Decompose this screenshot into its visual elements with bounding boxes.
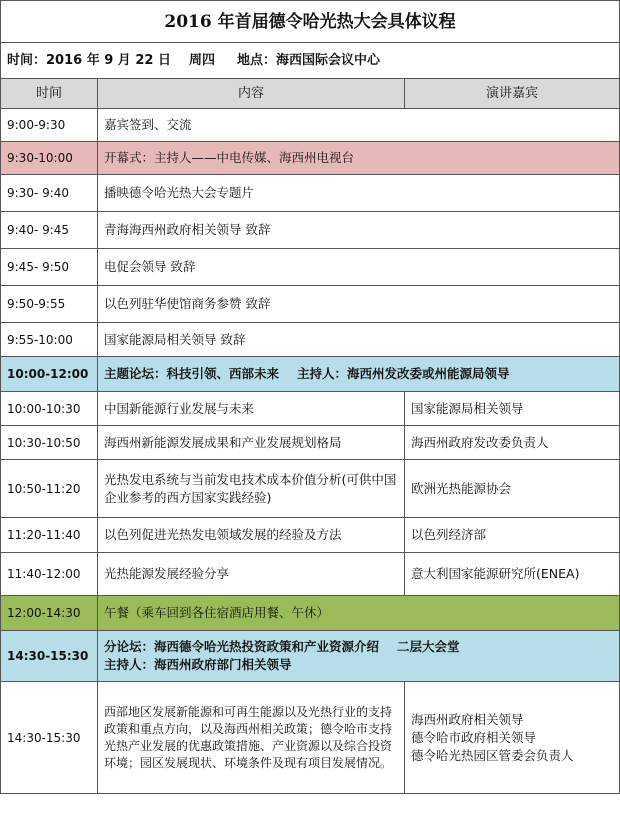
row-time: 9:00-9:30 (1, 109, 98, 142)
talk-content: 以色列促进光热发电领域发展的经验及方法 (98, 518, 405, 553)
row-time: 9:50-9:55 (1, 286, 98, 323)
subforum-time: 14:30-15:30 (1, 631, 98, 682)
subforum-host: 主持人：海西州政府部门相关领导 (104, 657, 292, 672)
talk-content: 光热发电系统与当前发电技术成本价值分析(可供中国企业参考的西方国家实践经验) (98, 460, 405, 518)
lunch-time: 12:00-14:30 (1, 596, 98, 631)
row-time: 9:30- 9:40 (1, 175, 98, 212)
agenda-row (1, 109, 620, 142)
policy-row (1, 682, 620, 794)
subforum-row (1, 631, 620, 682)
agenda-row (1, 212, 620, 249)
talk-time: 10:50-11:20 (1, 460, 98, 518)
policy-speaker: 德令哈光热园区管委会负责人 (411, 747, 574, 763)
forum-topic: 主题论坛：科技引领、西部未来 (104, 366, 280, 381)
talk-time: 10:00-10:30 (1, 392, 98, 426)
row-content: 电促会领导 致辞 (98, 249, 620, 286)
agenda-row (1, 323, 620, 357)
row-content: 嘉宾签到、交流 (98, 109, 620, 142)
policy-speaker: 海西州政府相关领导 (411, 711, 524, 727)
talk-row (1, 518, 620, 553)
policy-time: 14:30-15:30 (1, 682, 98, 794)
forum-row (1, 357, 620, 392)
page-title: 2016 年首届德令哈光热大会具体议程 (1, 1, 620, 43)
talk-content: 海西州新能源发展成果和产业发展规划格局 (98, 426, 405, 460)
header-content: 内容 (98, 79, 405, 109)
subforum-topic: 分论坛：海西德令哈光热投资政策和产业资源介绍 (104, 639, 380, 654)
lunch-content: 午餐（乘车回到各住宿酒店用餐、午休） (98, 596, 620, 631)
talk-speaker: 意大利国家能源研究所(ENEA) (405, 553, 620, 596)
policy-content: 西部地区发展新能源和可再生能源以及光热行业的支持政策和重点方向，以及海西州相关政策；德令哈市支持光热产业发展的优惠政策措施、产业资源以及综合投资环境；园区发展现状、环境条件及现有项目发展情况。 (98, 682, 405, 794)
event-info (1, 43, 620, 79)
talk-speaker: 以色列经济部 (405, 518, 620, 553)
row-time: 9:40- 9:45 (1, 212, 98, 249)
row-content: 开幕式：主持人——中电传媒、海西州电视台 (98, 142, 620, 175)
event-weekday: 周四 (188, 52, 215, 68)
talk-time: 11:20-11:40 (1, 518, 98, 553)
row-content: 以色列驻华使馆商务参赞 致辞 (98, 286, 620, 323)
agenda-row (1, 286, 620, 323)
agenda-row (1, 249, 620, 286)
subforum-content (98, 631, 620, 682)
lunch-row (1, 596, 620, 631)
row-time: 9:30-10:00 (1, 142, 98, 175)
row-time: 9:55-10:00 (1, 323, 98, 357)
policy-speakers (405, 682, 620, 794)
talk-row (1, 426, 620, 460)
talk-speaker: 海西州政府发改委负责人 (405, 426, 620, 460)
forum-time: 10:00-12:00 (1, 357, 98, 392)
forum-host: 主持人：海西州发改委或州能源局领导 (297, 366, 510, 381)
talk-row (1, 392, 620, 426)
talk-time: 10:30-10:50 (1, 426, 98, 460)
talk-speaker: 欧洲光热能源协会 (405, 460, 620, 518)
talk-row (1, 460, 620, 518)
talk-time: 11:40-12:00 (1, 553, 98, 596)
opening-row (1, 142, 620, 175)
row-content: 播映德令哈光热大会专题片 (98, 175, 620, 212)
policy-speaker: 德令哈市政府相关领导 (411, 729, 537, 745)
talk-content: 中国新能源行业发展与未来 (98, 392, 405, 426)
row-time: 9:45- 9:50 (1, 249, 98, 286)
header-speaker: 演讲嘉宾 (405, 79, 620, 109)
row-content: 国家能源局相关领导 致辞 (98, 323, 620, 357)
talk-speaker: 国家能源局相关领导 (405, 392, 620, 426)
talk-row (1, 553, 620, 596)
agenda-row (1, 175, 620, 212)
talk-content: 光热能源发展经验分享 (98, 553, 405, 596)
row-content: 青海海西州政府相关领导 致辞 (98, 212, 620, 249)
event-venue: 地点：海西国际会议中心 (236, 52, 380, 68)
forum-content (98, 357, 620, 392)
subforum-venue: 二层大会堂 (397, 639, 460, 654)
header-time: 时间 (1, 79, 98, 109)
event-date: 时间：2016 年 9 月 22 日 (7, 52, 171, 68)
